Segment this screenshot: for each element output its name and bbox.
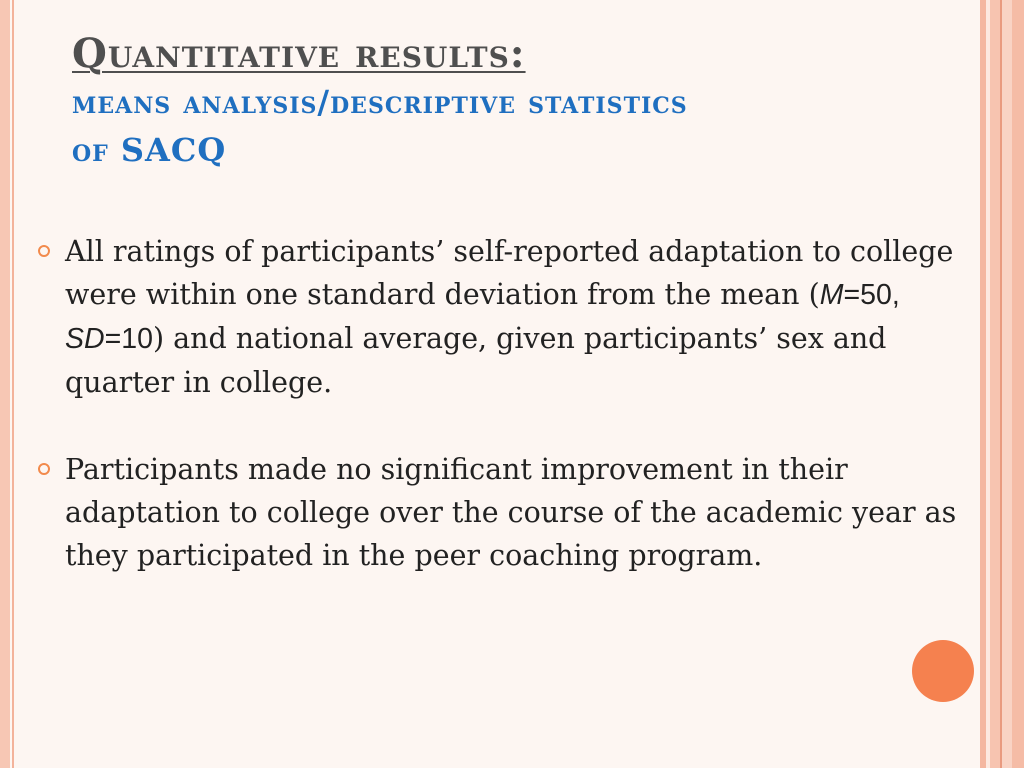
slide-title-block — [72, 30, 692, 174]
right-stripe-3 — [990, 0, 1000, 768]
mean-symbol: M — [819, 279, 844, 311]
bullet-text-2: Participants made no significant improvement in their adaptation to college over the course of the academic year as they participated in the peer coaching program. — [65, 453, 957, 572]
mean-value: =50, — [843, 279, 900, 311]
slide-title: Quantitative results: — [72, 30, 526, 77]
left-frame-line — [12, 0, 14, 768]
right-stripe-5 — [1002, 0, 1012, 768]
sd-value: =10 — [104, 323, 153, 355]
bullet-item-1 — [38, 230, 968, 404]
bullet-circle-icon — [38, 245, 50, 257]
bullet-text-1 — [65, 230, 968, 404]
decorative-circle — [912, 640, 974, 702]
sd-symbol: SD — [65, 323, 105, 355]
bullet-item-2 — [38, 448, 968, 577]
bullet-list — [38, 230, 968, 577]
bullet-circle-icon — [38, 463, 50, 475]
slide-subtitle: means analysis/descriptive statistics of SACQ — [72, 83, 688, 169]
right-stripe-6 — [1012, 0, 1024, 768]
bullet-1-part-2: ) and national average, given participants’ sex and quarter in college. — [65, 322, 887, 399]
bullet-1-part-1: All ratings of participants’ self-reported adaptation to college were within one standard deviation from the mean ( — [65, 235, 954, 311]
left-frame-border — [0, 0, 10, 768]
